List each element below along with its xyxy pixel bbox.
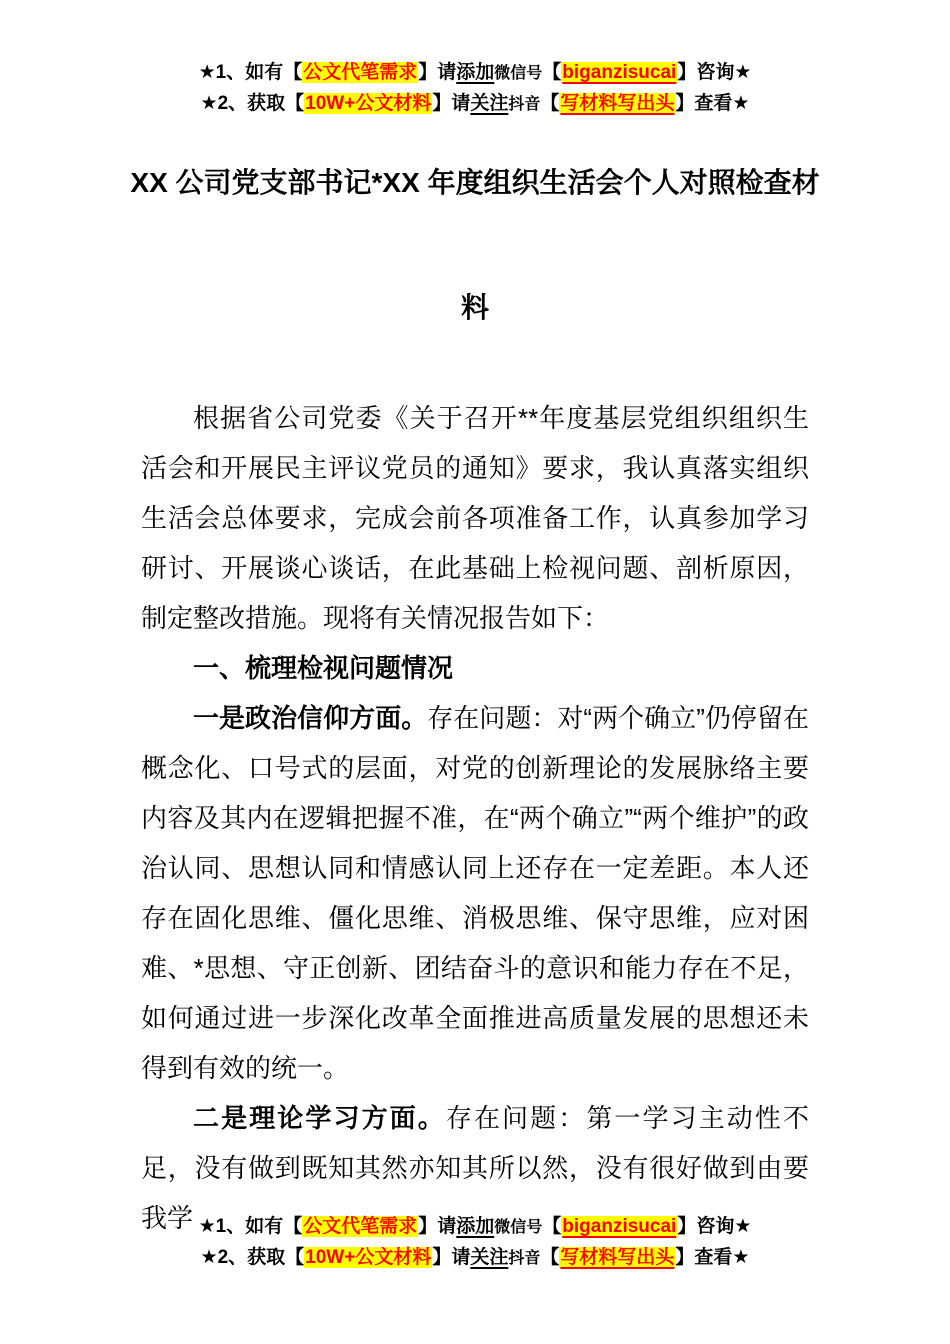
document-title: XX 公司党支部书记*XX 年度组织生活会个人对照检查材料 <box>130 167 820 323</box>
section-heading-1: 一、梳理检视问题情况 <box>193 653 454 683</box>
promo-text: 【 <box>540 93 560 114</box>
promo-highlight-writing-service: 公文代笔需求 <box>303 62 418 83</box>
promo-text-wechat: 微信号 <box>494 1219 543 1236</box>
promo-text-wechat: 微信号 <box>494 65 543 82</box>
promo-text-douyin: 抖音 <box>508 1250 541 1267</box>
paragraph-item-1 <box>141 693 809 1093</box>
item-1-lead: 一是政治信仰方面。 <box>193 703 428 733</box>
promo-text: 】请 <box>432 93 471 114</box>
promo-highlight-douyin-id: 写材料写出头 <box>560 93 675 114</box>
promo-text: 】查看★ <box>675 93 750 114</box>
promo-text: ★1、如有【 <box>198 1216 303 1237</box>
promo-header-line-2 <box>0 89 950 120</box>
promo-footer <box>0 1212 950 1274</box>
promo-text: 【 <box>540 1247 560 1268</box>
promo-highlight-wechat-id: biganzisucai <box>562 62 677 83</box>
document-body <box>141 393 809 1243</box>
promo-underline-add: 添加 <box>456 62 495 83</box>
promo-text: 】查看★ <box>675 1247 750 1268</box>
promo-text: 】咨询★ <box>677 62 752 83</box>
promo-text: 】请 <box>418 1216 457 1237</box>
promo-underline-add: 添加 <box>456 1216 495 1237</box>
promo-header-line-1 <box>0 58 950 89</box>
promo-header <box>0 0 950 120</box>
promo-text: ★2、获取【 <box>200 1247 305 1268</box>
promo-text: 】咨询★ <box>677 1216 752 1237</box>
promo-footer-line-1 <box>0 1212 950 1243</box>
promo-highlight-writing-service: 公文代笔需求 <box>303 1216 418 1237</box>
promo-text: 】请 <box>432 1247 471 1268</box>
promo-text: ★2、获取【 <box>200 93 305 114</box>
paragraph-intro: 根据省公司党委《关于召开**年度基层党组织组织生活会和开展民主评议党员的通知》要求，我认真落实组织生活会总体要求，完成会前各项准备工作，认真参加学习研讨、开展谈心谈话，在此基础上检视问题、剖析原因，制定整改措施。现将有关情况报告如下： <box>141 403 809 633</box>
promo-highlight-douyin-id: 写材料写出头 <box>560 1247 675 1268</box>
promo-text: 【 <box>542 62 562 83</box>
item-1-text: 存在问题：对“两个确立”仍停留在概念化、口号式的层面，对党的创新理论的发展脉络主要内容及其内在逻辑把握不准，在“两个确立”“两个维护”的政治认同、思想认同和情感认同上还存在一定差距。本人还存在固化思维、僵化思维、消极思维、保守思维，应对困难、*思想、守正创新、团结奋斗的意识和能力存在不足，如何通过进一步深化改革全面推进高质量发展的思想还未得到有效的统一。 <box>141 703 809 1083</box>
promo-highlight-materials: 10W+公文材料 <box>305 1247 432 1268</box>
promo-footer-line-2 <box>0 1243 950 1274</box>
promo-underline-follow: 关注 <box>470 1247 509 1268</box>
item-2-text: 存在问题：第一学习主动性不足，没有做到既知其然亦知其所以然，没有很好做到由要我学 <box>141 1103 809 1233</box>
promo-highlight-materials: 10W+公文材料 <box>305 93 432 114</box>
promo-text: 【 <box>542 1216 562 1237</box>
promo-text: 】请 <box>418 62 457 83</box>
promo-text: ★1、如有【 <box>198 62 303 83</box>
promo-highlight-wechat-id: biganzisucai <box>562 1216 677 1237</box>
promo-text-douyin: 抖音 <box>508 96 541 113</box>
item-2-lead: 二是理论学习方面。 <box>193 1103 446 1133</box>
promo-underline-follow: 关注 <box>470 93 509 114</box>
